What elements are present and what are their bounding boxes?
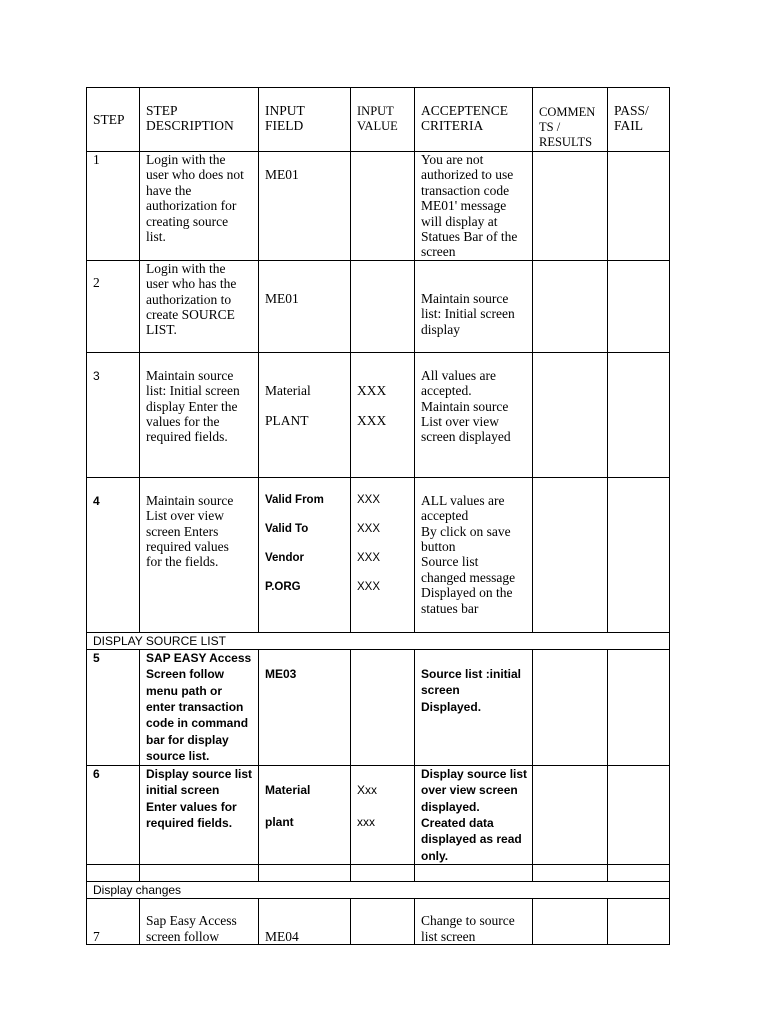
comments-cell <box>533 765 608 864</box>
input-field: ME03 <box>259 649 351 765</box>
input-value: XXX XXX XXX XXX <box>351 477 415 632</box>
input-field: ME04 <box>259 899 351 945</box>
step-number: 5 <box>87 649 140 765</box>
input-value <box>351 649 415 765</box>
input-field: Valid From Valid To Vendor P.ORG <box>259 477 351 632</box>
acceptance-criteria: You are not authorized to use transaction code ME01' message will display at Statues Bar of the screen <box>415 152 533 261</box>
section-title-display-changes: Display changes <box>87 882 670 899</box>
pass-fail-cell <box>608 477 670 632</box>
section-row <box>87 882 670 899</box>
comments-cell <box>533 352 608 477</box>
header-step: STEP <box>87 88 140 152</box>
table-row <box>87 352 670 477</box>
step-number: 4 <box>87 477 140 632</box>
empty-cell <box>533 865 608 882</box>
header-input-field: INPUT FIELD <box>259 88 351 152</box>
table-row <box>87 649 670 765</box>
section-row <box>87 632 670 649</box>
comments-cell <box>533 152 608 261</box>
section-title-display-source-list: DISPLAY SOURCE LIST <box>87 632 670 649</box>
comments-cell <box>533 260 608 352</box>
pass-fail-cell <box>608 152 670 261</box>
input-field: ME01 <box>259 152 351 261</box>
test-case-table <box>86 87 670 945</box>
step-description: SAP EASY Access Screen follow menu path or enter transaction code in command bar for display source list. <box>140 649 259 765</box>
step-description: Maintain source List over view screen Enters required values for the fields. <box>140 477 259 632</box>
step-description: Display source list initial screen Enter values for required fields. <box>140 765 259 864</box>
empty-cell <box>140 865 259 882</box>
step-number: 7 <box>87 899 140 945</box>
step-number: 6 <box>87 765 140 864</box>
step-number: 2 <box>87 260 140 352</box>
acceptance-criteria: Change to source list screen <box>415 899 533 945</box>
step-description: Login with the user who does not have the authorization for creating source list. <box>140 152 259 261</box>
empty-cell <box>259 865 351 882</box>
comments-cell <box>533 899 608 945</box>
empty-cell <box>415 865 533 882</box>
input-value <box>351 260 415 352</box>
comments-cell <box>533 477 608 632</box>
comments-cell <box>533 649 608 765</box>
empty-cell <box>351 865 415 882</box>
input-field: Material PLANT <box>259 352 351 477</box>
table-row <box>87 152 670 261</box>
pass-fail-cell <box>608 765 670 864</box>
pass-fail-cell <box>608 260 670 352</box>
header-pass-fail: PASS/ FAIL <box>608 88 670 152</box>
input-value <box>351 899 415 945</box>
input-value: Xxx xxx <box>351 765 415 864</box>
pass-fail-cell <box>608 352 670 477</box>
step-number: 1 <box>87 152 140 261</box>
step-description: Login with the user who has the authorization to create SOURCE LIST. <box>140 260 259 352</box>
input-value: XXX XXX <box>351 352 415 477</box>
header-step-description: STEP DESCRIPTION <box>140 88 259 152</box>
table-row <box>87 765 670 864</box>
header-acceptance-criteria: ACCEPTENCE CRITERIA <box>415 88 533 152</box>
pass-fail-cell <box>608 899 670 945</box>
empty-cell <box>87 865 140 882</box>
header-input-value: INPUT VALUE <box>351 88 415 152</box>
acceptance-criteria: ALL values are accepted By click on save button Source list changed message Displayed on the statues bar <box>415 477 533 632</box>
table-row <box>87 899 670 945</box>
table-row <box>87 260 670 352</box>
header-comments-results: COMMEN TS / RESULTS <box>533 88 608 152</box>
table-row <box>87 477 670 632</box>
step-description: Sap Easy Access screen follow <box>140 899 259 945</box>
acceptance-criteria: All values are accepted. Maintain source List over view screen displayed <box>415 352 533 477</box>
input-value <box>351 152 415 261</box>
acceptance-criteria: Display source list over view screen displayed. Created data displayed as read only. <box>415 765 533 864</box>
input-field: Material plant <box>259 765 351 864</box>
acceptance-criteria: Maintain source list: Initial screen display <box>415 260 533 352</box>
empty-cell <box>608 865 670 882</box>
step-number: 3 <box>87 352 140 477</box>
empty-row <box>87 865 670 882</box>
acceptance-criteria: Source list :initial screen Displayed. <box>415 649 533 765</box>
header-row <box>87 88 670 152</box>
pass-fail-cell <box>608 649 670 765</box>
input-field: ME01 <box>259 260 351 352</box>
step-description: Maintain source list: Initial screen display Enter the values for the required fields. <box>140 352 259 477</box>
